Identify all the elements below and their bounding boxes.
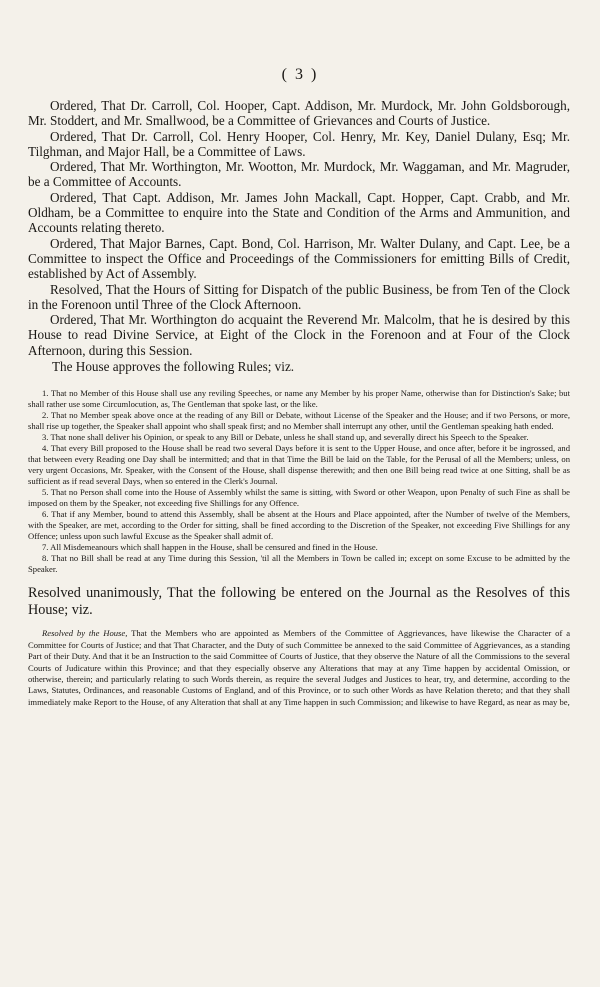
rule-item: 6. That if any Member, bound to attend this Assembly, shall be absent at the Hours and Place appointed, after the Number of twelve of the Members, with the Speaker, are met, according to the Order for sitting, shall be fined according to the Discretion of the Speaker, not exceeding Five Shillings for any Offence; unless upon such lawful Excuse as the Speaker shall admit of. <box>28 509 570 542</box>
committee-orders <box>28 98 570 374</box>
order-grievances: Ordered, That Dr. Carroll, Col. Hooper, Capt. Addison, Mr. Murdock, Mr. John Goldsborough, Mr. Stoddert, and Mr. Smallwood, be a Committee of Grievances and Courts of Justice. <box>28 98 570 129</box>
final-resolve <box>28 628 570 708</box>
rule-item: 2. That no Member speak above once at the reading of any Bill or Debate, without License of the Speaker and the House; and if two Persons, or more, shall rise up together, the Speaker shall appoint who shall speak first; and no Member shall interrupt any other, until the Gentleman speaking hath ended. <box>28 410 570 432</box>
order-bills-of-credit: Ordered, That Major Barnes, Capt. Bond, Col. Harrison, Mr. Walter Dulany, and Capt. Lee, be a Committee to inspect the Office and Proceedings of the Commissioners for emitting Bills of Credit, established by Act of Assembly. <box>28 235 570 282</box>
resolve-hours: Resolved, That the Hours of Sitting for Dispatch of the public Business, be from Ten of the Clock in the Forenoon until Three of the Clock Afternoon. <box>28 281 570 312</box>
rules-list <box>28 388 570 575</box>
order-divine-service: Ordered, That Mr. Worthington do acquaint the Reverend Mr. Malcolm, that he is desired by this House to read Divine Service, at Eight of the Clock in the Forenoon and at Four of the Clock Afternoon, during this Session. <box>28 312 570 358</box>
final-resolve-body: That the Members who are appointed as Members of the Committee of Aggrievances, have likewise the Character of a Committee for Courts of Justice; and that That Character, and the Duty of such Committee be annexed to the said Committee of Aggrievances, as a standing Part of their Duty. And that it be an Instruction to the said Committee of Courts of Justice, that they observe the Nature of all the Commissions to the several Courts of Judicature within this Province; and that they especially observe any Alterations that may at any Time happen by accidental Omission, or otherwise, therein; and particularly relating to such Words therein, as require the several Judges and Justices to hear, try, and determine, according to the Laws, Statutes, Ordinances, and reasonable Customs of England, and of this Province, or to such other Words as have Relation thereto; and that they shall immediately make Report to the House, of any Alteration that shall at any Time happen in such Commission; and likewise to have Regard, as near as may be, <box>28 628 571 707</box>
rules-intro: The House approves the following Rules; viz. <box>52 359 295 375</box>
rule-item: 5. That no Person shall come into the House of Assembly whilst the same is sitting, with Sword or other Weapon, upon Penalty of such Fine as shall be imposed on them by the Speaker, not exceeding five Shillings for any Offence. <box>28 487 570 509</box>
rule-item: 3. That none shall deliver his Opinion, or speak to any Bill or Debate, unless he shall stand up, and severally direct his Speech to the Speaker. <box>42 432 529 443</box>
rule-item: 7. All Misdemeanours which shall happen in the House, shall be censured and fined in the House. <box>42 542 378 553</box>
rule-item: 8. That no Bill shall be read at any Time during this Session, 'til all the Members in Town be called in; except on some Excuse to be admitted by the Speaker. <box>28 553 570 575</box>
order-arms: Ordered, That Capt. Addison, Mr. James John Mackall, Capt. Hopper, Capt. Crabb, and Mr. Oldham, be a Committee to enquire into the State and Condition of the Arms and Ammunition, and Accounts relating thereto. <box>28 189 570 236</box>
rule-item: 4. That every Bill proposed to the House shall be read two several Days before it is sent to the Upper House, and once after, before it be ingrossed, and that between every Reading one Day shall be intermitted; and that in that Time the Bill be laid on the Table, for the Perusal of all the Members; unless, on very urgent Occasions, Mr. Speaker, with the Consent of the House, shall dispense therewith; and then one Bill being read twice at one Sitting, shall be as sufficient as if read several Days, when so entered in the Clerk's Journal. <box>28 443 570 487</box>
resolved-heading: Resolved unanimously, That the following be entered on the Journal as the Resolves of this House; viz. <box>28 585 570 619</box>
final-resolve-text <box>28 628 570 708</box>
page-number: ( 3 ) <box>281 66 319 83</box>
order-accounts: Ordered, That Mr. Worthington, Mr. Wootton, Mr. Murdock, Mr. Waggaman, and Mr. Magruder, be a Committee of Accounts. <box>28 159 570 190</box>
resolved-heading-block <box>28 585 570 619</box>
rule-item: 1. That no Member of this House shall use any reviling Speeches, or name any Member by his proper Name, otherwise than for Distinction's Sake; but shall rather use some Circumlocution, as, The Gentleman that spoke last, or the like. <box>28 388 570 410</box>
order-laws: Ordered, That Dr. Carroll, Col. Henry Hooper, Col. Henry, Mr. Key, Daniel Dulany, Esq; Mr. Tilghman, and Major Hall, be a Committee of Laws. <box>28 128 570 159</box>
final-resolve-lead: Resolved by the House, <box>42 628 128 639</box>
